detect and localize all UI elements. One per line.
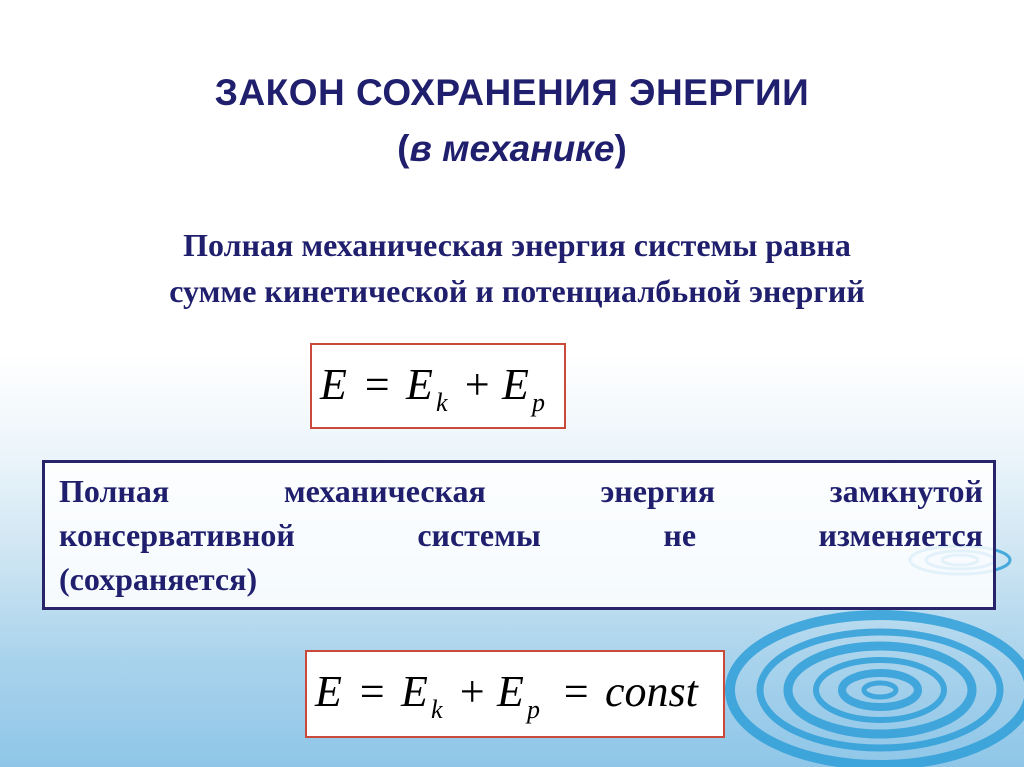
formula-total-energy-graphic [312, 345, 564, 427]
formula2-equals-2: = [561, 667, 591, 716]
formula2-Ep: E [497, 667, 524, 716]
subtitle-open-paren: ( [397, 128, 410, 169]
conservation-law-box [42, 460, 996, 610]
formula-total-energy [310, 343, 566, 429]
law-word: консервативной [59, 517, 295, 553]
formula2-equals: = [357, 667, 387, 716]
formula1-p-subscript: p [532, 388, 545, 417]
law-word: (сохраняется) [59, 561, 258, 597]
formula1-equals: = [362, 360, 392, 409]
subtitle-close-paren: ) [614, 128, 627, 169]
statement-line-1: Полная механическая энергия системы равна [183, 227, 851, 263]
law-line-2 [59, 517, 983, 554]
law-word: системы [417, 517, 541, 553]
formula2-const: const [605, 667, 698, 716]
law-word: изменяется [818, 517, 983, 553]
formula-energy-conservation-graphic [307, 652, 723, 736]
law-word: механическая [283, 473, 486, 509]
formula1-plus: + [462, 360, 492, 409]
formula2-E: E [315, 667, 342, 716]
formula2-k-subscript: k [431, 695, 443, 724]
slide-subtitle [0, 128, 1024, 170]
formula-energy-conservation [305, 650, 725, 738]
subtitle-text: в механике [409, 128, 615, 169]
formula2-Ek: E [401, 667, 428, 716]
energy-statement [62, 222, 972, 314]
law-word: Полная [59, 473, 170, 509]
law-line-3 [59, 561, 983, 598]
formula2-plus: + [457, 667, 487, 716]
statement-line-2: сумме кинетической и потенциалбьной энергий [169, 273, 865, 309]
formula1-Ek: E [406, 360, 433, 409]
formula1-E: E [320, 360, 347, 409]
slide-title: ЗАКОН СОХРАНЕНИЯ ЭНЕРГИИ [214, 72, 810, 113]
law-word: не [663, 517, 697, 553]
law-word: энергия [600, 473, 716, 509]
law-line-1 [59, 473, 983, 510]
formula2-p-subscript: p [527, 695, 540, 724]
formula1-Ep: E [502, 360, 529, 409]
law-word: замкнутой [829, 473, 983, 509]
formula1-k-subscript: k [436, 388, 448, 417]
